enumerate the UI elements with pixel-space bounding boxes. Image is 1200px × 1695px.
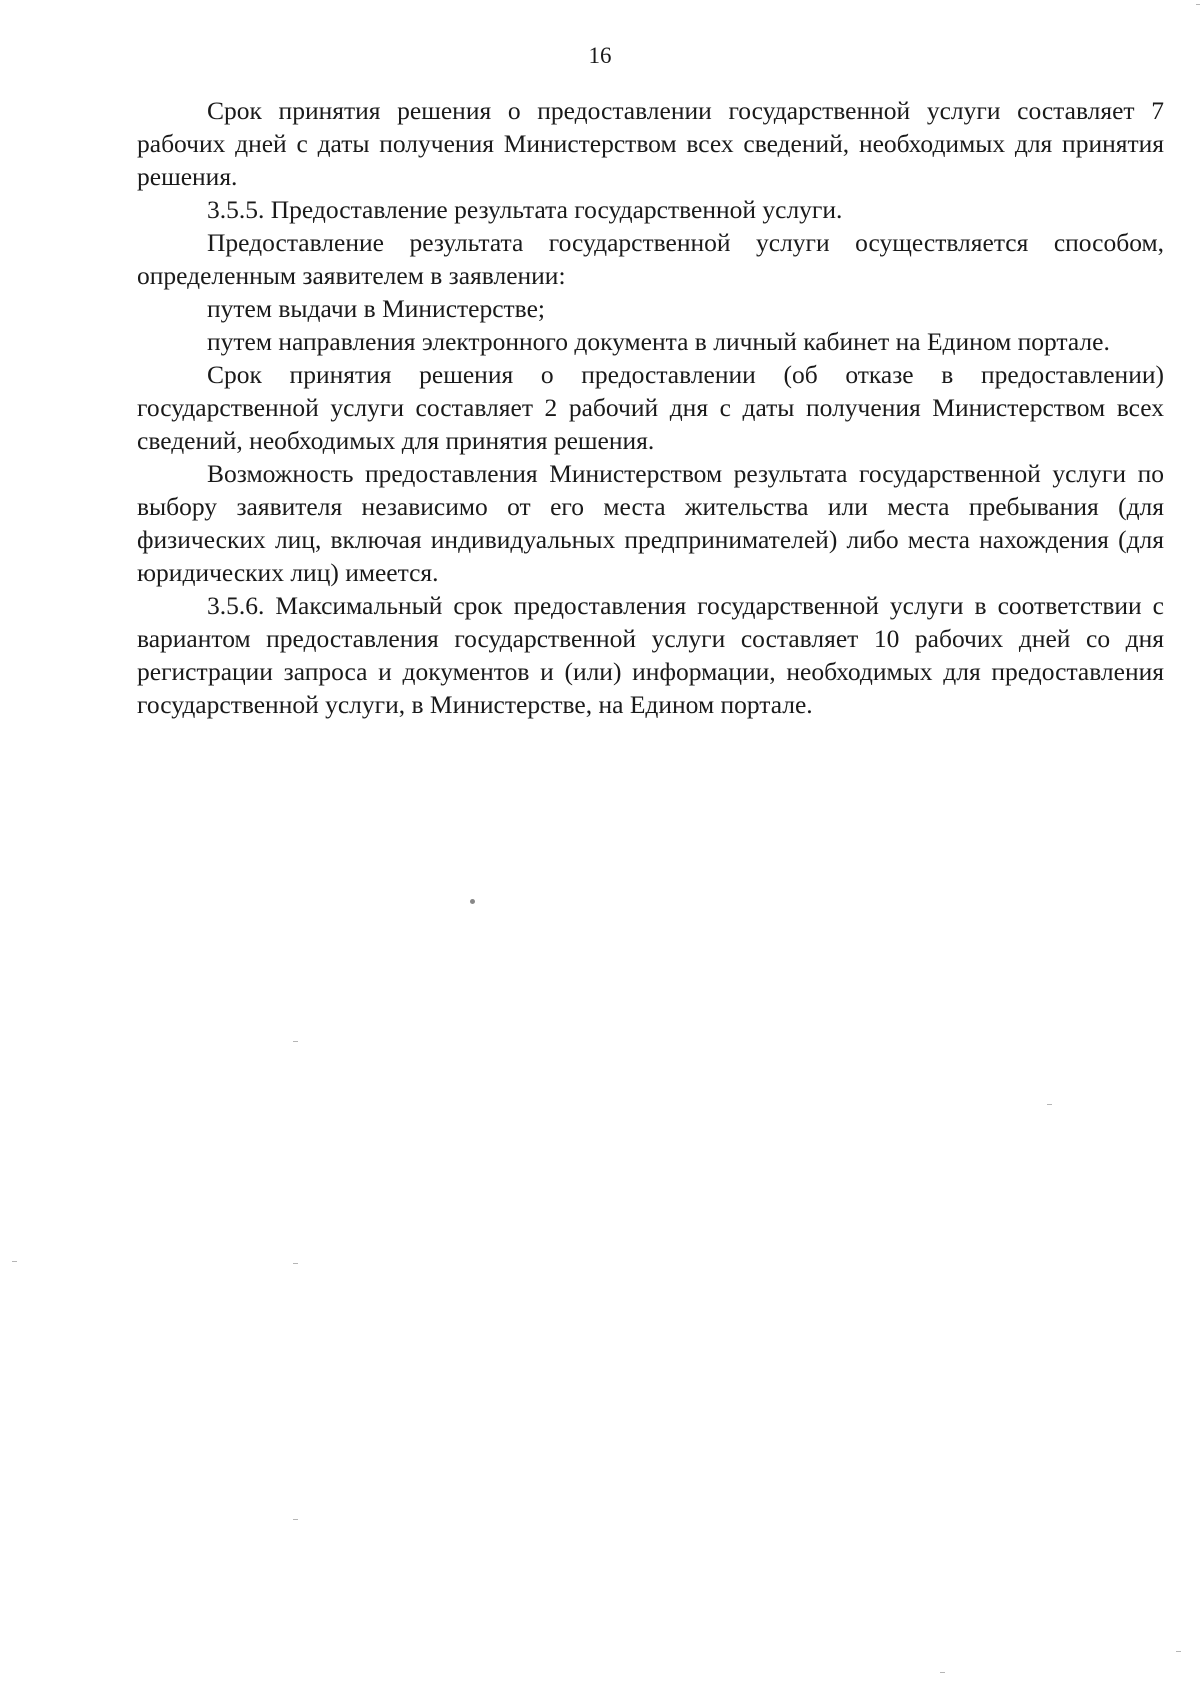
page-number: 16	[588, 43, 612, 68]
document-body	[137, 94, 1164, 721]
scan-speck	[12, 1261, 17, 1262]
scan-speck	[940, 1672, 945, 1673]
paragraph-option-ministry: путем выдачи в Министерстве;	[207, 294, 545, 323]
paragraph-result-delivery-method: Предоставление результата государственной услуги осуществляется способом, определенным заявителем в заявлении:	[137, 228, 1164, 290]
paragraph-section-3-5-6-max-term: 3.5.6. Максимальный срок предоставления государственной услуги в соответствии с вариантом предоставления государственной услуги составляет 10 рабочих дней со дня регистрации запроса и документов и (или) информации, необходимых для предоставления государственной услуги, в Министерстве, на Едином портале.	[137, 591, 1164, 719]
paragraph-refusal-decision-term: Срок принятия решения о предоставлении (об отказе в предоставлении) государственной услуги составляет 2 рабочий дня с даты получения Министерством всех сведений, необходимых для принятия решения.	[137, 360, 1164, 455]
scan-speck	[470, 899, 475, 904]
scan-speck	[293, 1263, 298, 1264]
paragraph-section-3-5-5-heading: 3.5.5. Предоставление результата государственной услуги.	[207, 195, 843, 224]
scan-speck	[293, 1041, 298, 1042]
paragraph-extraterritorial-possibility: Возможность предоставления Министерством результата государственной услуги по выбору заявителя независимо от его места жительства или места пребывания (для физических лиц, включая индивидуальных предпринимателей) либо места нахождения (для юридических лиц) имеется.	[137, 459, 1164, 587]
paragraph-option-portal: путем направления электронного документа в личный кабинет на Едином портале.	[207, 327, 1110, 356]
scan-speck	[1196, 4, 1200, 5]
scan-speck	[1176, 1651, 1181, 1652]
scan-speck	[293, 1519, 298, 1520]
paragraph-decision-term: Срок принятия решения о предоставлении государственной услуги составляет 7 рабочих дней с даты получения Министерством всех сведений, необходимых для принятия решения.	[137, 96, 1164, 191]
scan-speck	[1047, 1104, 1052, 1105]
